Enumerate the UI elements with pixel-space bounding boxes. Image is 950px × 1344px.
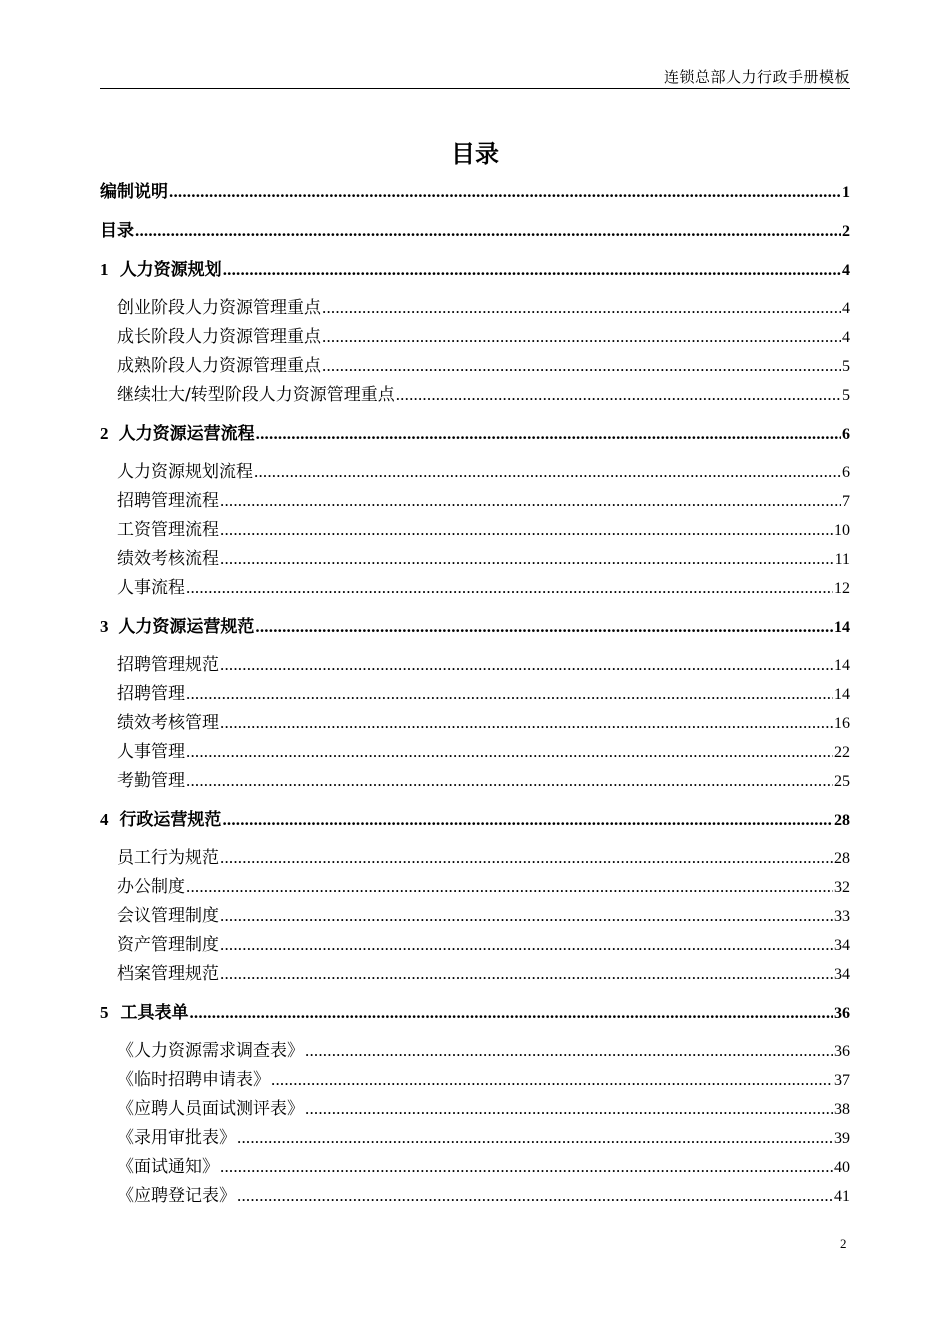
toc-entry-page: 5 <box>842 387 850 404</box>
toc-entry-label: 档案管理规范 <box>117 964 219 984</box>
toc-entry[interactable] <box>117 1156 850 1178</box>
toc-entry-label: 工资管理流程 <box>117 520 219 540</box>
toc-entry-label: 人力资源规划流程 <box>117 462 253 482</box>
toc-entry-label: 成长阶段人力资源管理重点 <box>117 327 321 347</box>
toc-dot-leader <box>220 548 834 570</box>
toc-entry[interactable] <box>100 809 850 831</box>
toc-entry[interactable] <box>117 683 850 705</box>
toc-dot-leader <box>254 461 841 483</box>
toc-entry-page: 38 <box>834 1101 850 1118</box>
toc-entry-label: 人力资源运营流程 <box>118 424 255 444</box>
toc-entry[interactable] <box>117 461 850 483</box>
toc-entry-label: 招聘管理 <box>117 684 185 704</box>
toc-entry-number: 4 <box>100 810 109 829</box>
toc-entry-label: 《应聘人员面试测评表》 <box>117 1099 304 1119</box>
toc-entry[interactable] <box>117 1127 850 1149</box>
toc-entry-label: 人力资源规划 <box>119 260 222 280</box>
toc-entry-label: 绩效考核流程 <box>117 549 219 569</box>
toc-dot-leader <box>322 326 841 348</box>
toc-dot-leader <box>220 963 833 985</box>
toc-entry[interactable] <box>117 847 850 869</box>
toc-dot-leader <box>186 683 833 705</box>
toc-entry-label: 考勤管理 <box>117 771 185 791</box>
toc-dot-leader <box>220 519 833 541</box>
toc-entry-page: 6 <box>842 464 850 481</box>
toc-entry-page: 32 <box>834 879 850 896</box>
toc-entry[interactable] <box>117 934 850 956</box>
toc-entry[interactable] <box>117 963 850 985</box>
toc-dot-leader <box>305 1098 833 1120</box>
toc-entry-page: 16 <box>834 715 850 732</box>
toc-entry[interactable] <box>117 1098 850 1120</box>
toc-entry-page: 11 <box>834 551 850 568</box>
toc-entry-label: 工具表单 <box>120 1003 189 1023</box>
toc-entry[interactable] <box>117 384 850 406</box>
toc-dot-leader <box>322 355 841 377</box>
toc-dot-leader <box>186 770 833 792</box>
toc-entry[interactable] <box>117 326 850 348</box>
toc-entry-page: 6 <box>842 426 850 443</box>
toc-entry-page: 25 <box>834 773 850 790</box>
toc-entry[interactable] <box>117 741 850 763</box>
toc-entry-label: 创业阶段人力资源管理重点 <box>117 298 321 318</box>
toc-entry-label: 《人力资源需求调查表》 <box>117 1041 304 1061</box>
toc-entry-label: 人力资源运营规范 <box>118 617 255 637</box>
toc-entry[interactable] <box>117 355 850 377</box>
toc-entry[interactable] <box>100 1002 850 1024</box>
toc-entry[interactable] <box>117 876 850 898</box>
toc-entry-page: 12 <box>834 580 850 597</box>
toc-entry-page: 7 <box>842 493 850 510</box>
toc-entry[interactable] <box>117 654 850 676</box>
toc-dot-leader <box>220 905 833 927</box>
toc-dot-leader <box>220 654 833 676</box>
toc-entry-number: 2 <box>100 424 109 443</box>
toc-entry[interactable] <box>117 770 850 792</box>
toc-entry-label: 员工行为规范 <box>117 848 219 868</box>
toc-entry-page: 33 <box>834 908 850 925</box>
toc-entry[interactable] <box>100 220 850 242</box>
toc-entry-page: 4 <box>842 262 850 279</box>
toc-entry-page: 39 <box>834 1130 850 1147</box>
toc-entry-page: 34 <box>834 966 850 983</box>
toc-entry-page: 14 <box>834 619 850 636</box>
toc-dot-leader <box>255 616 833 638</box>
toc-entry-page: 14 <box>834 686 850 703</box>
toc-entry[interactable] <box>100 616 850 638</box>
toc-entry-label: 人事管理 <box>117 742 185 762</box>
toc-entry[interactable] <box>117 905 850 927</box>
toc-entry-page: 28 <box>834 850 850 867</box>
toc-entry-page: 5 <box>842 358 850 375</box>
toc-entry-label: 成熟阶段人力资源管理重点 <box>117 356 321 376</box>
toc-entry-label: 行政运营规范 <box>119 810 222 830</box>
toc-dot-leader <box>223 259 841 281</box>
toc-dot-leader <box>222 809 833 831</box>
toc-dot-leader <box>220 847 833 869</box>
toc-dot-leader <box>169 181 841 203</box>
toc-dot-leader <box>186 741 833 763</box>
toc-dot-leader <box>186 577 833 599</box>
toc-entry-label: 办公制度 <box>117 877 185 897</box>
toc-entry-page: 4 <box>842 300 850 317</box>
toc-entry-number: 1 <box>100 260 109 279</box>
toc-entry-page: 36 <box>834 1043 850 1060</box>
toc-entry-label: 《临时招聘申请表》 <box>117 1070 270 1090</box>
toc-entry[interactable] <box>117 490 850 512</box>
toc-dot-leader <box>305 1040 833 1062</box>
toc-entry-label: 目录 <box>100 221 134 241</box>
toc-entry-page: 1 <box>842 184 850 201</box>
toc-entry-label: 编制说明 <box>100 182 168 202</box>
toc-entry[interactable] <box>117 297 850 319</box>
toc-entry[interactable] <box>100 181 850 203</box>
toc-entry[interactable] <box>117 577 850 599</box>
toc-dot-leader <box>237 1127 833 1149</box>
toc-dot-leader <box>220 712 833 734</box>
toc-entry[interactable] <box>117 1069 850 1091</box>
toc-entry-label: 《录用审批表》 <box>117 1128 236 1148</box>
toc-entry-label: 招聘管理流程 <box>117 491 219 511</box>
toc-entry-page: 28 <box>834 812 850 829</box>
toc-entry-page: 10 <box>834 522 850 539</box>
toc-entry-label: 《面试通知》 <box>117 1157 219 1177</box>
toc-dot-leader <box>396 384 841 406</box>
toc-entry[interactable] <box>117 1040 850 1062</box>
toc-dot-leader <box>237 1185 833 1207</box>
toc-entry-page: 40 <box>834 1159 850 1176</box>
toc-entry-number: 5 <box>100 1003 109 1022</box>
toc-entry-page: 36 <box>834 1005 850 1022</box>
toc-title: 目录 <box>451 140 499 168</box>
toc-entry-page: 37 <box>834 1072 850 1089</box>
toc-entry-page: 41 <box>834 1188 850 1205</box>
toc-entry[interactable] <box>117 548 850 570</box>
toc-entry-number: 3 <box>100 617 109 636</box>
toc-dot-leader <box>220 934 833 956</box>
toc-entry[interactable] <box>100 423 850 445</box>
toc-entry[interactable] <box>117 519 850 541</box>
toc-entry-page: 2 <box>842 223 850 240</box>
page-number: 2 <box>840 1236 847 1251</box>
toc-entry-page: 4 <box>842 329 850 346</box>
toc-entry-label: 人事流程 <box>117 578 185 598</box>
toc-dot-leader <box>186 876 833 898</box>
toc-entry-page: 34 <box>834 937 850 954</box>
toc-entry-label: 会议管理制度 <box>117 906 219 926</box>
toc-dot-leader <box>256 423 841 445</box>
toc-entry-page: 22 <box>834 744 850 761</box>
toc-entry[interactable] <box>117 1185 850 1207</box>
toc-dot-leader <box>189 1002 833 1024</box>
header-title: 连锁总部人力行政手册模板 <box>663 68 850 86</box>
toc-dot-leader <box>220 1156 833 1178</box>
toc-entry-label: 招聘管理规范 <box>117 655 219 675</box>
toc-entry-label: 继续壮大/转型阶段人力资源管理重点 <box>117 385 395 405</box>
toc-entry[interactable] <box>117 712 850 734</box>
toc-entry[interactable] <box>100 259 850 281</box>
toc-entry-label: 资产管理制度 <box>117 935 219 955</box>
toc-entry-page: 14 <box>834 657 850 674</box>
toc-dot-leader <box>271 1069 833 1091</box>
toc-dot-leader <box>135 220 841 242</box>
toc-dot-leader <box>322 297 841 319</box>
toc-entry-label: 绩效考核管理 <box>117 713 219 733</box>
toc-dot-leader <box>220 490 841 512</box>
toc-entry-label: 《应聘登记表》 <box>117 1186 236 1206</box>
